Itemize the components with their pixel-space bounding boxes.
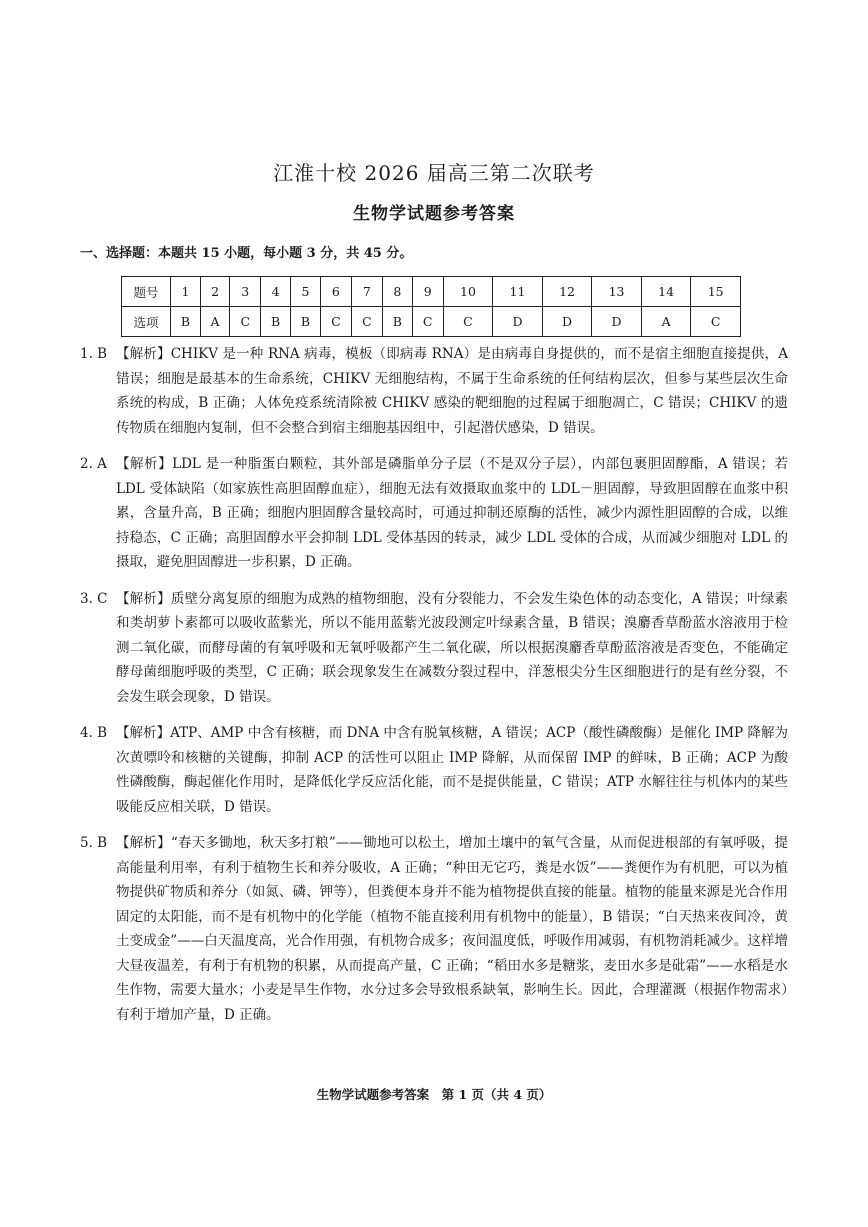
explanation-item [80,587,788,710]
question-number-cell: 10 [443,277,493,307]
question-number-cell: 7 [351,277,382,307]
answer-cell: D [592,307,642,337]
answer-table-answer-row [122,307,741,337]
explanation-list [80,342,788,1039]
answer-cell: B [261,307,291,337]
answer-cell: D [542,307,592,337]
document-title: 江淮十校 2026 届高三第二次联考 [273,161,595,185]
row-label-question-number: 题号 [122,277,171,307]
answer-cell: B [382,307,412,337]
explanation-item [80,831,788,1027]
explanation-text: 【解析】ATP、AMP 中含有核糖，而 DNA 中含有脱氧核糖，A 错误；ACP（酸性磷酸酶）是催化 IMP 降解为次黄嘌呤和核糖的关键酶，抑制 ACP 的活性可以阻止 IMP 降解，从而保留 IMP 的鲜味，B 正确；ACP 为酸性磷酸酶，酶起催化作用时，是降低化学反应活化能，而不是提供能量，C 错误；ATP 水解往往与机体内的某些吸能反应相关联，D 错误。 [116,725,788,815]
explanation-number: 3. C [80,590,108,607]
answer-cell: B [171,307,201,337]
explanation-number: 2. A [80,456,107,472]
question-number-cell: 2 [200,277,229,307]
answer-cell: A [641,307,691,337]
explanation-item [80,721,788,819]
section-heading: 一、选择题：本题共 15 小题，每小题 3 分，共 45 分。 [80,246,413,261]
question-number-cell: 5 [291,277,321,307]
answer-cell: C [351,307,382,337]
question-number-cell: 6 [320,277,351,307]
answer-cell: D [493,307,543,337]
document-subtitle: 生物学试题参考答案 [353,204,515,224]
question-number-cell: 8 [382,277,412,307]
explanation-text: 【解析】CHIKV 是一种 RNA 病毒，模板（即病毒 RNA）是由病毒自身提供的，而不是宿主细胞直接提供，A 错误；细胞是最基本的生命系统，CHIKV 无细胞结构，不属于生命系统的任何结构层次，但参与某些层次生命系统的构成，B 正确；人体免疫系统清除被 CHIKV 感染的靶细胞的过程属于细胞凋亡，C 错误；CHIKV 的遗传物质在细胞内复制，但不会整合到宿主细胞基因组中，引起潜伏感染，D 错误。 [116,346,788,436]
answer-cell: C [691,307,741,337]
answer-table-number-row [122,277,741,307]
explanation-number: 5. B [80,835,108,851]
answer-cell: C [230,307,261,337]
explanation-text: 【解析】“春天多锄地，秋天多打粮”——锄地可以松土，增加土壤中的氧气含量，从而促进根部的有氧呼吸，提高能量利用率，有利于植物生长和养分吸收，A 正确；“种田无它巧，粪是水饭”——粪便作为有机肥，可以为植物提供矿物质和养分（如氮、磷、钾等），但粪便本身并不能为植物提供直接的能量。植物的能量来源是光合作用固定的太阳能，而不是有机物中的化学能（植物不能直接利用有机物中的能量），B 错误；“白天热来夜间冷，黄土变成金”——白天温度高，光合作用强，有机物合成多；夜间温度低，呼吸作用减弱，有机物消耗减少。这样增大昼夜温差，有利于有机物的积累，从而提高产量，C 正确；“稻田水多是糖浆，麦田水多是砒霜”——水稻是水生作物，需要大量水；小麦是旱生作物，水分过多会导致根系缺氧，影响生长。因此，合理灌溉（根据作物需求）有利于增加产量，D 正确。 [116,835,788,1023]
page-footer: 生物学试题参考答案 第 1 页（共 4 页） [316,1087,552,1102]
explanation-number: 4. B [80,725,108,741]
question-number-cell: 1 [171,277,201,307]
question-number-cell: 12 [542,277,592,307]
explanation-number: 1. B [80,346,108,362]
explanation-text: 【解析】LDL 是一种脂蛋白颗粒，其外部是磷脂单分子层（不是双分子层），内部包裹胆固醇酯，A 错误；若 LDL 受体缺陷（如家族性高胆固醇血症），细胞无法有效摄取血浆中的 LDL－胆固醇，导致胆固醇在血浆中积累，含量升高，B 正确；细胞内胆固醇含量较高时，可通过抑制还原酶的活性，减少内源性胆固醇的合成，以维持稳态，C 正确；高胆固醇水平会抑制 LDL 受体基因的转录，减少 LDL 受体的合成，从而减少细胞对 LDL 的摄取，避免胆固醇进一步积累，D 正确。 [116,456,788,570]
question-number-cell: 14 [641,277,691,307]
explanation-item [80,452,788,575]
question-number-cell: 15 [691,277,741,307]
explanation-text: 【解析】质壁分离复原的细胞为成熟的植物细胞，没有分裂能力，不会发生染色体的动态变化，A 错误；叶绿素和类胡萝卜素都可以吸收蓝紫光，所以不能用蓝紫光波段测定叶绿素含量，B 错误；溴麝香草酚蓝水溶液用于检测二氧化碳，而酵母菌的有氧呼吸和无氧呼吸都产生二氧化碳，所以根据溴麝香草酚蓝溶液是否变色，不能确定酵母菌细胞呼吸的类型，C 正确；联会现象发生在减数分裂过程中，洋葱根尖分生区细胞进行的是有丝分裂，不会发生联会现象，D 错误。 [116,590,788,705]
question-number-cell: 9 [412,277,443,307]
answer-cell: C [320,307,351,337]
row-label-option: 选项 [122,307,171,337]
answer-cell: C [443,307,493,337]
question-number-cell: 4 [261,277,291,307]
question-number-cell: 11 [493,277,543,307]
question-number-cell: 13 [592,277,642,307]
answer-table [121,276,741,337]
answer-cell: B [291,307,321,337]
answer-cell: C [412,307,443,337]
answer-cell: A [200,307,229,337]
explanation-item [80,342,788,440]
question-number-cell: 3 [230,277,261,307]
